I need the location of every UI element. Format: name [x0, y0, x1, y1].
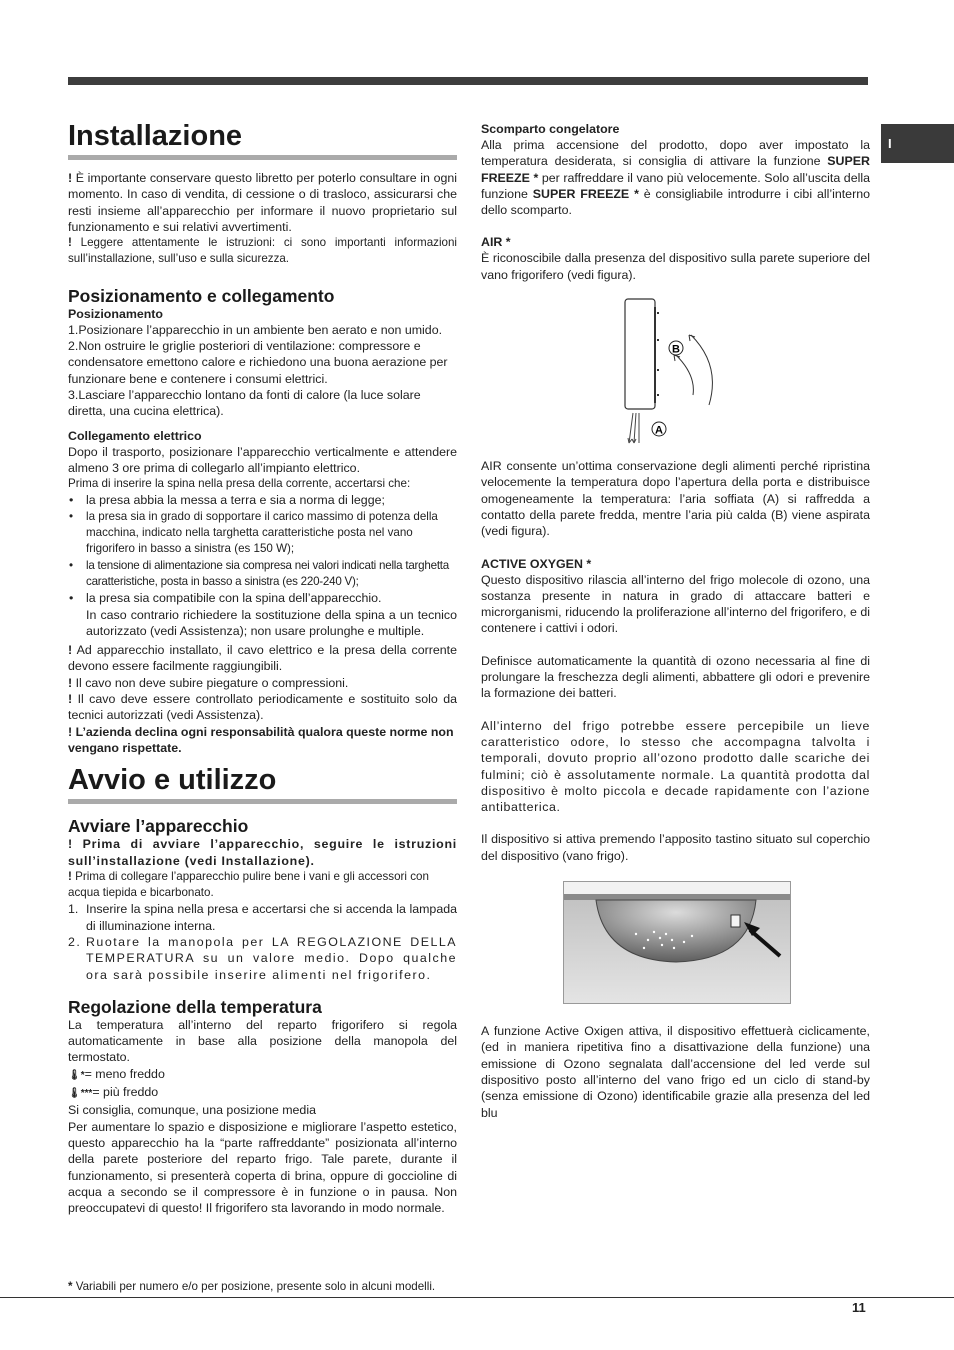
list-item: 1. Inserire la spina nella presa e accertarsi che si accenda la lampada di illuminazione interna. — [68, 902, 457, 933]
right-column — [481, 121, 870, 1121]
page-number: 11 — [852, 1300, 866, 1315]
label-b: B — [672, 343, 680, 356]
oxygen-paragraph-2: Definisce automaticamente la quantità di ozono necessaria al fine di prolungare la freschezza degli alimenti, abbattere gli odori e prevenire la formazione dei batteri. — [481, 653, 870, 701]
avviare-heading: Avviare l’apparecchio — [68, 816, 249, 837]
thermometer-icon: 🌡* — [68, 1069, 85, 1081]
ozone-device-photo — [563, 881, 791, 1004]
air-heading: AIR * — [481, 235, 511, 250]
collegamento-checklist — [68, 492, 457, 606]
air-figure — [621, 295, 741, 455]
oxygen-paragraph-4: Il dispositivo si attiva premendo l’apposito tastino situato sul coperchio del dispositivo (vano frigo). — [481, 832, 870, 863]
posizionamento-item-2: 2.Non ostruire le griglie posteriori di ventilazione: compressore e condensatore emettono calore e richiedono una buona aerazione per funzionare bene e contenere i consumi elettrici. — [68, 339, 448, 386]
oxygen-paragraph-1: Questo dispositivo rilascia all’interno del frigo molecole di ozono, una sostanza presente in natura in grado di attaccare batteri e microrganismi, riducendo la proliferazione all’interno del frigorifero, e di contenere i cattivi i odori. — [481, 572, 870, 636]
posizionamento-item-1: 1.Posizionare l’apparecchio in un ambiente ben aerato e non umido. — [68, 322, 443, 337]
regolazione-paragraph-2: Si consiglia, comunque, una posizione media — [68, 1103, 316, 1118]
bottom-rule — [0, 1297, 954, 1298]
regolazione-more-cold: 🌡***= più freddo — [68, 1085, 159, 1100]
posizionamento-heading: Posizionamento e collegamento — [68, 285, 335, 306]
collegamento-warning-1: ! Ad apparecchio installato, il cavo elettrico e la presa della corrente devono essere facilmente raggiungibili. — [68, 643, 457, 674]
list-item: 2. Ruotare la manopola per LA REGOLAZIONE DELLA TEMPERATURA su un valore medio. Dopo qualche ora sarà possibile inserire alimenti nel frigorifero. — [68, 934, 457, 982]
oxygen-paragraph-5: A funzione Active Oxigen attiva, il dispositivo effettuerà ciclicamente, (ed in maniera ripetitiva fino a disattivazione della funzione) una emissione di Ozono segnalata dall’accensione del led verde sul dispositivo posto all’interno del vano frigo ed un ciclo di stand-by (senza emissione di Ozono) identificabile grazie alla presenza del led blu — [481, 1024, 870, 1120]
left-column — [68, 118, 457, 1216]
collegamento-subheading: Collegamento elettrico — [68, 428, 202, 443]
avviare-warning-1: ! Prima di avviare l’apparecchio, seguire le istruzioni sull’installazione (vedi Installazione). — [68, 837, 457, 868]
fridge-airflow-diagram — [621, 295, 741, 455]
ozone-device-illustration — [564, 882, 790, 1003]
regolazione-paragraph-3: Per aumentare lo spazio e disposizione e migliorare l’aspetto estetico, questo apparecchio ha la “parte raffreddante” posizionata all’interno della parete posteriore del reparto frigo. Tale parete, durante il funzionamento, si presenterà coperta di brina, oppure di goccioline di acqua a secondo se il compressore è in funzione o in pausa. Non preoccupatevi di questo! Il frigorifero sta lavorando in modo normale. — [68, 1119, 457, 1216]
list-item: • la presa abbia la messa a terra e sia a norma di legge; — [68, 492, 457, 508]
list-item: • la presa sia in grado di sopportare il carico massimo di potenza della macchina, indicato nella targhetta caratteristiche posta nel vano frigorifero in basso a sinistra (es 150 W); — [68, 509, 457, 558]
list-item: • la presa sia compatibile con la spina dell’apparecchio. — [68, 590, 457, 606]
posizionamento-subheading: Posizionamento — [68, 306, 164, 321]
air-paragraph-2: AIR consente un’ottima conservazione degli alimenti perché ripristina velocemente la temperatura dopo l’apertura della porta e distribuisce omogeneamente la temperatura: l’aria soffiata (A) si raffredda a contatto della parete fredda, mentre l’aria più calda (B) viene aspirata (vedi figura). — [481, 459, 870, 539]
intro-paragraph-2: ! Leggere attentamente le istruzioni: ci sono importanti informazioni sull’installazione, sull’uso e sulla sicurezza. — [68, 236, 457, 266]
regolazione-less-cold: 🌡*= meno freddo — [68, 1066, 165, 1081]
congelatore-paragraph: Alla prima accensione del prodotto, dopo aver impostato la temperatura desiderata, si consiglia di attivare la funzione SUPER FREEZE * per raffreddare il vano più velocemente. Solo all’uscita della funzione SUPER FREEZE * è consigliabile introdurre i cibi all’interno dello scomparto. — [481, 138, 870, 218]
oxygen-heading: ACTIVE OXYGEN * — [481, 556, 592, 571]
installazione-title: Installazione — [68, 118, 457, 160]
collegamento-note: In caso contrario richiedere la sostituzione della spina a un tecnico autorizzato (vedi Assistenza); non usare prolunghe e multiple. — [86, 607, 457, 638]
collegamento-paragraph-1: Dopo il trasporto, posizionare l’apparecchio verticalmente e attendere almeno 3 ore prima di collegarlo all’impianto elettrico. — [68, 444, 457, 475]
intro-paragraph-1: ! È importante conservare questo libretto per poterlo consultare in ogni momento. In caso di vendita, di cessione o di trasloco, assicurarsi che resti insieme all’apparecchio per informare il nuovo proprietario sul funzionamento e sui relativi avvertimenti. — [68, 171, 457, 234]
avviare-steps — [68, 901, 457, 982]
oxygen-paragraph-3: All’interno del frigo potrebbe essere percepibile un lieve caratteristico odore, lo stesso che accompagna talvolta i temporali, dovuto proprio all’ozono prodotto dalle scariche dei fulmini; ciò è assolutamente normale. La quantità prodotta dal dispositivo è molto piccola e decade rapidamente con l’azione antibatterica. — [481, 718, 870, 815]
regolazione-paragraph-1: La temperatura all’interno del reparto frigorifero si regola automaticamente in base alla posizione della manopola del termostato. — [68, 1017, 457, 1065]
posizionamento-item-3: 3.Lasciare l’apparecchio lontano da fonti di calore (la luce solare diretta, una cucina elettrica). — [68, 387, 421, 419]
footnote: * Variabili per numero e/o per posizione, presente solo in alcuni modelli. — [68, 1280, 436, 1293]
thermometer-icon: 🌡*** — [68, 1088, 93, 1100]
list-item: • la tensione di alimentazione sia compresa nei valori indicati nella targhetta caratteristiche, posta in basso a sinistra (es 220-240 V); — [68, 558, 457, 591]
air-paragraph-1: È riconoscibile dalla presenza del dispositivo sulla parete superiore del vano frigorifero (vedi figura). — [481, 251, 870, 282]
regolazione-heading: Regolazione della temperatura — [68, 996, 322, 1017]
collegamento-disclaimer: ! L’azienda declina ogni responsabilità qualora queste norme non vengano rispettate. — [68, 724, 454, 755]
avviare-warning-2: ! Prima di collegare l’apparecchio pulire bene i vani e gli accessori con acqua tiepida e bicarbonato. — [68, 869, 429, 900]
language-tab: I — [881, 124, 954, 163]
collegamento-warning-2: ! Il cavo non deve subire piegature o compressioni. — [68, 675, 349, 690]
avvio-title: Avvio e utilizzo — [68, 762, 457, 804]
collegamento-paragraph-2: Prima di inserire la spina nella presa della corrente, accertarsi che: — [68, 477, 411, 491]
collegamento-warning-3: ! Il cavo deve essere controllato periodicamente e sostituito solo da tecnici autorizzati (vedi Assistenza). — [68, 692, 457, 723]
top-rule — [68, 77, 868, 85]
label-a: A — [655, 424, 663, 437]
congelatore-heading: Scomparto congelatore — [481, 122, 620, 136]
